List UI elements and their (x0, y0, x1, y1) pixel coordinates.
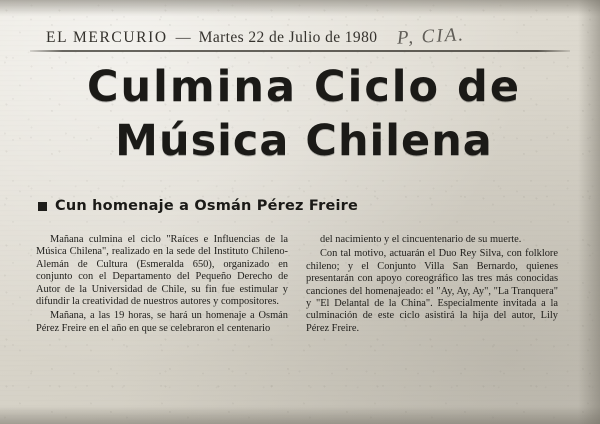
publication-date: Martes 22 de Julio de 1980 (198, 29, 378, 46)
square-bullet-icon (38, 202, 47, 211)
subheading (38, 198, 568, 214)
page-title (34, 60, 574, 168)
handwritten-annotation: P, CIA. (396, 24, 466, 49)
clipping-bottom-edge (0, 406, 600, 424)
paragraph: Mañana culmina el ciclo "Raíces e Influencias de la Música Chilena", realizado en la sede del Instituto Chileno-Alemán de Cultura (Esmeralda 650), organizado en conjunto con el Departamento del Pequeño Derecho de Autor de la Universidad de Chile, su fin fue estimular y difundir la creatividad de nuestros autores y compositores. (36, 234, 288, 308)
article-column-right (306, 234, 558, 337)
subheading-text: Cun homenaje a Osmán Pérez Freire (55, 198, 359, 214)
paragraph: Mañana, a las 19 horas, se hará un homenaje a Osmán Pérez Freire en el año en que se celebraron el centenario (36, 310, 288, 334)
article-body (36, 234, 566, 337)
masthead-dash: — (175, 30, 191, 46)
paragraph: del nacimiento y el cincuentenario de su muerte. (320, 234, 522, 245)
headline-line-2: Música Chilena (115, 116, 493, 166)
headline-line-1: Culmina Ciclo de (86, 62, 522, 112)
clipping-top-edge (0, 0, 600, 16)
masthead-rule (30, 50, 570, 52)
clipping-right-edge (578, 0, 600, 424)
newspaper-name: EL MERCURIO (46, 29, 168, 46)
article-column-left (36, 234, 288, 337)
paragraph: Con tal motivo, actuarán el Duo Rey Silva, con folklore chileno; y el Conjunto Villa San Bernardo, quienes presentarán con apoyo coreográfico las tres más conocidas canciones del homenajeado: el "Ay, Ay, Ay", "La Tranquera" y "El Delantal de la China". Especialmente invitada a la culminación de este ciclo asistirá la hija del autor, Lily Pérez Freire. (306, 248, 558, 334)
masthead (46, 26, 566, 48)
